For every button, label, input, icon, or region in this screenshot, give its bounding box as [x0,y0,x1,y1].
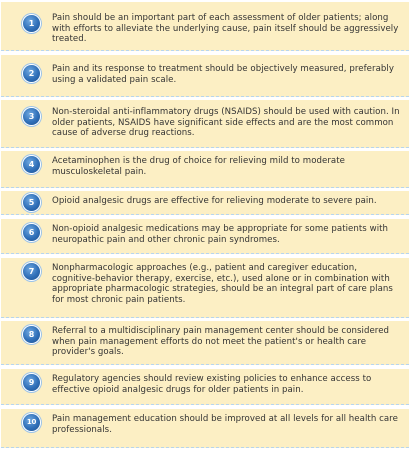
number-badge: 8 [23,326,40,343]
number-badge: 2 [23,65,40,82]
number-badge: 10 [23,414,40,431]
number-badge: 3 [23,108,40,125]
list-item-text: Pain management education should be improved at all levels for all health care professionals. [52,414,398,435]
list-item [1,369,409,405]
number-badge: 4 [23,156,40,173]
list-item-text: Pain and its response to treatment should be objectively measured, preferably using a validated pain scale. [52,64,394,85]
list-item-text: Pain should be an important part of each assessment of older patients; along with efforts to alleviate the underlying cause, pain itself should be aggressively treated. [52,13,399,45]
list-item [1,321,409,365]
list-item [1,2,409,51]
list-item-text: Referral to a multidisciplinary pain management center should be considered when pain management efforts do not meet the patient's or health care provider's goals. [52,326,390,358]
number-badge: 5 [23,194,40,211]
list-item [1,219,409,254]
list-item-text: Acetaminophen is the drug of choice for relieving mild to moderate musculoskeletal pain. [52,156,346,177]
list-item-text: Non-opioid analgesic medications may be appropriate for some patients with neuropathic pain and other chronic pain syndromes. [52,224,389,245]
list-item [1,100,409,148]
list-item-text: Opioid analgesic drugs are effective for relieving moderate to severe pain. [52,196,377,206]
list-item [1,55,409,97]
list-item [1,258,409,318]
list-item-text: Nonpharmacologic approaches (e.g., patient and caregiver education, cognitive-behavior therapy, exercise, etc.), used alone or in combination with appropriate pharmacologic strategies, should be an integral part of care plans for most chronic pain patients. [52,263,393,305]
number-badge: 6 [23,224,40,241]
list-item-text: Non-steroidal anti-inflammatory drugs (NSAIDS) should be used with caution. In older patients, NSAIDS have significant side effects and are the most common cause of adverse drug reactions. [52,107,400,139]
number-badge: 7 [23,263,40,280]
list-item [1,409,409,448]
list-item-text: Regulatory agencies should review existing policies to enhance access to effective opioid analgesic drugs for older patients in pain. [52,374,372,395]
list-item [1,191,409,215]
number-badge: 1 [23,15,40,32]
list-item [1,151,409,188]
number-badge: 9 [23,374,40,391]
